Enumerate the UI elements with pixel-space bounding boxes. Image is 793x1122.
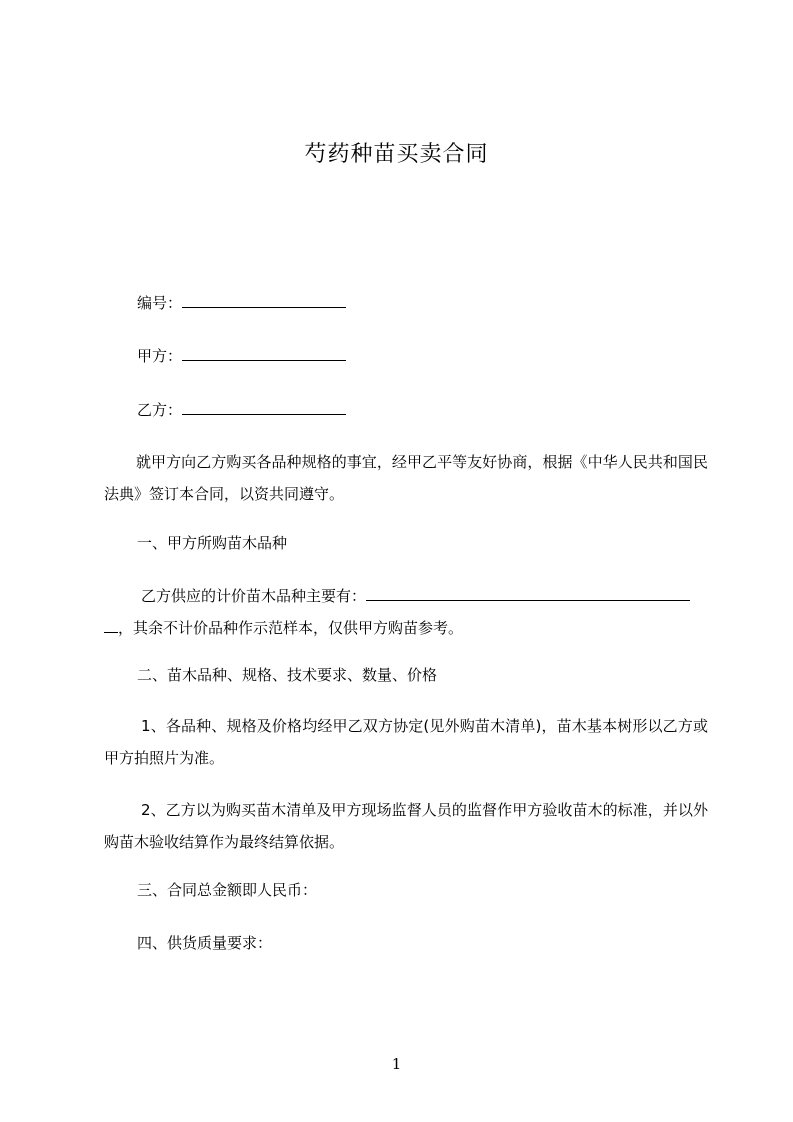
section-2-item-2: 2、乙方以为购买苗木清单及甲方现场监督人员的监督作甲方验收苗木的标准，并以外购苗木验收结算作为最终结算依据。 [104,801,708,851]
contract-number-blank[interactable] [182,291,346,308]
section-1-text-after: ，其余不计价品种作示范样本，仅供甲方购苗参考。 [118,619,464,637]
section-1-heading: 一、甲方所购苗木品种 [137,534,288,552]
section-1-text-before: 乙方供应的计价苗木品种主要有： [141,587,367,605]
contract-title: 芍药种苗买卖合同 [304,142,489,167]
section-2-item-1: 1、各品种、规格及价格均经甲乙双方协定(见外购苗木清单)，苗木基本树形以乙方或甲方拍照片为准。 [104,717,708,767]
party-a-field [137,344,346,366]
section-1-paragraph [104,580,708,644]
section-2-heading: 二、苗木品种、规格、技术要求、数量、价格 [137,666,438,684]
intro-paragraph: 就甲方向乙方购买各品种规格的事宜，经甲乙平等友好协商，根据《中华人民共和国民法典》签订本合同，以资共同遵守。 [104,453,708,503]
varieties-blank[interactable] [366,584,690,601]
page-number: 1 [391,1055,402,1073]
party-b-blank[interactable] [182,398,346,415]
contract-number-label: 编号： [137,294,183,312]
party-b-field [137,398,346,420]
party-a-blank[interactable] [182,344,346,361]
section-3-heading: 三、合同总金额即人民币： [137,881,318,899]
varieties-blank-continued[interactable] [104,616,118,633]
section-4-heading: 四、供货质量要求： [137,934,273,952]
party-a-label: 甲方： [137,347,183,365]
contract-number-field [137,291,346,313]
party-b-label: 乙方： [137,401,183,419]
